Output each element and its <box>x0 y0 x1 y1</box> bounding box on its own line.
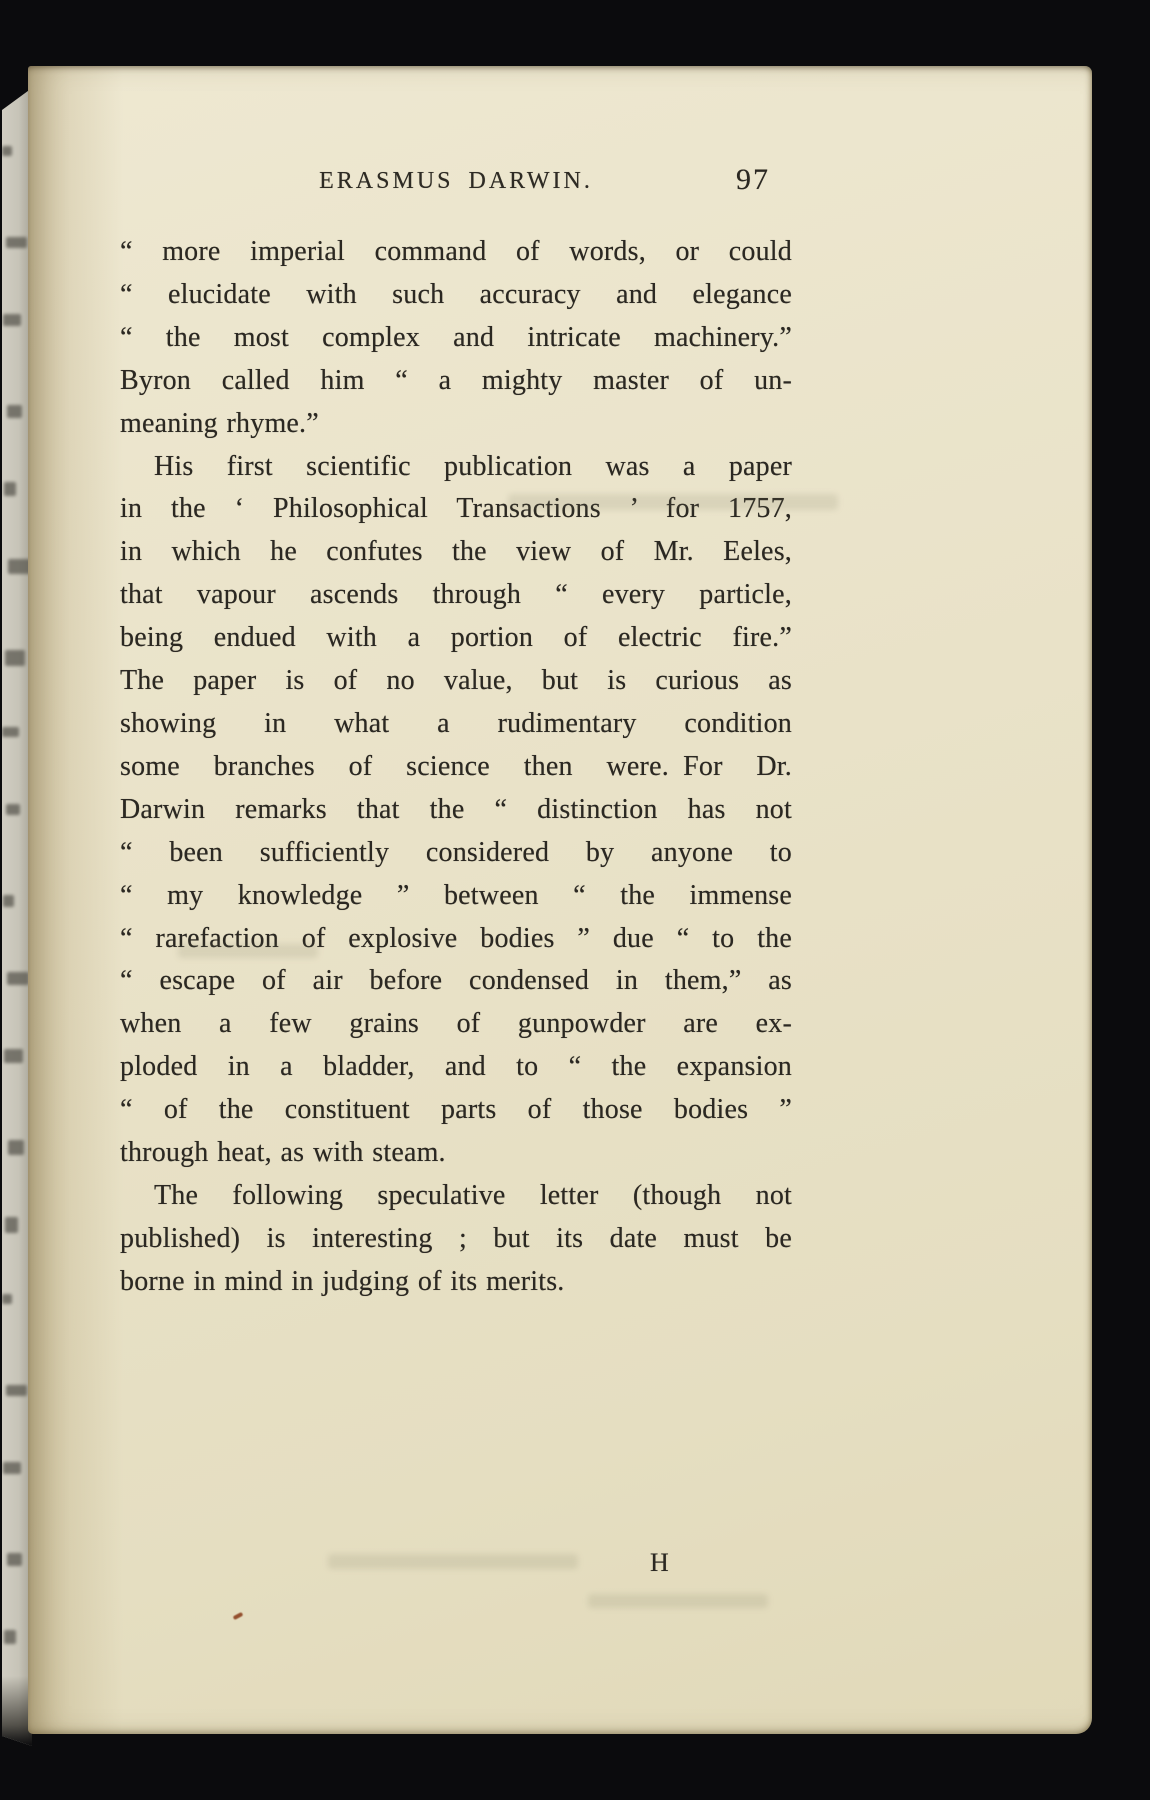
edge-text-smudge <box>6 237 27 248</box>
text-line: “ the most complex and intricate machinery.” <box>120 321 792 353</box>
page-body <box>120 231 792 1304</box>
text-line: “ elucidate with such accuracy and elegance <box>120 278 792 310</box>
text-line: “ rarefaction of explosive bodies ” due “ to the <box>120 922 792 954</box>
edge-text-smudge <box>2 727 19 737</box>
text-line: published) is interesting ; but its date must be <box>120 1222 792 1254</box>
edge-text-smudge <box>8 1140 24 1155</box>
text-line: Darwin remarks that the “ distinction has not <box>120 793 792 825</box>
text-line: Byron called him “ a mighty master of un- <box>120 364 792 396</box>
text-line: meaning rhyme.” <box>120 407 319 439</box>
show-through-ghost <box>508 494 838 510</box>
edge-text-smudge <box>4 1049 23 1063</box>
text-line: being endued with a portion of electric fire.” <box>120 622 792 654</box>
header-title: ERASMUS DARWIN. <box>319 168 593 194</box>
running-header <box>120 163 792 196</box>
edge-text-smudge <box>2 146 12 156</box>
signature-mark: H <box>650 1548 670 1577</box>
edge-text-smudge <box>5 1217 18 1233</box>
text-line: His first scientific publication was a paper <box>154 450 792 482</box>
show-through-ghost <box>588 1594 768 1608</box>
edge-text-smudge <box>4 482 16 496</box>
edge-text-smudge <box>4 1630 16 1644</box>
edge-text-smudge <box>5 650 25 666</box>
text-line: “ more imperial command of words, or could <box>120 236 792 267</box>
text-line: when a few grains of gunpowder are ex- <box>120 1008 792 1040</box>
foxing-speck <box>233 1612 244 1620</box>
edge-text-smudge <box>2 1294 12 1304</box>
text-line: The following speculative letter (though not <box>154 1179 792 1211</box>
text-line: ploded in a bladder, and to “ the expansion <box>120 1051 792 1083</box>
text-line: “ my knowledge ” between “ the immense <box>120 879 792 911</box>
show-through-ghost <box>328 1554 578 1569</box>
page-number: 97 <box>736 163 770 196</box>
show-through-ghost <box>178 944 318 958</box>
book-page <box>28 66 1092 1734</box>
text-line: “ of the constituent parts of those bodies ” <box>120 1094 792 1126</box>
text-line: borne in mind in judging of its merits. <box>120 1265 565 1297</box>
text-line: that vapour ascends through “ every particle, <box>120 579 792 611</box>
edge-text-smudge <box>6 804 20 815</box>
text-line: through heat, as with steam. <box>120 1137 446 1169</box>
text-line: in which he confutes the view of Mr. Eeles, <box>120 536 792 568</box>
edge-text-smudge <box>7 405 22 418</box>
text-line: some branches of science then were. For Dr. <box>120 750 792 782</box>
edge-text-smudge <box>3 1462 21 1474</box>
text-line: showing in what a rudimentary condition <box>120 707 792 739</box>
edge-text-smudge <box>3 314 21 326</box>
edge-text-smudge <box>7 972 29 985</box>
text-line: “ been sufficiently considered by anyone to <box>120 836 792 868</box>
edge-text-smudge <box>3 895 14 907</box>
edge-text-smudge <box>6 1385 27 1396</box>
text-line: in the ‘ Philosophical Transactions ’ for 1757, <box>120 493 792 525</box>
text-line: The paper is of no value, but is curious as <box>120 665 792 697</box>
text-line: “ escape of air before condensed in them,” as <box>120 965 792 997</box>
edge-text-smudge <box>7 1553 22 1566</box>
